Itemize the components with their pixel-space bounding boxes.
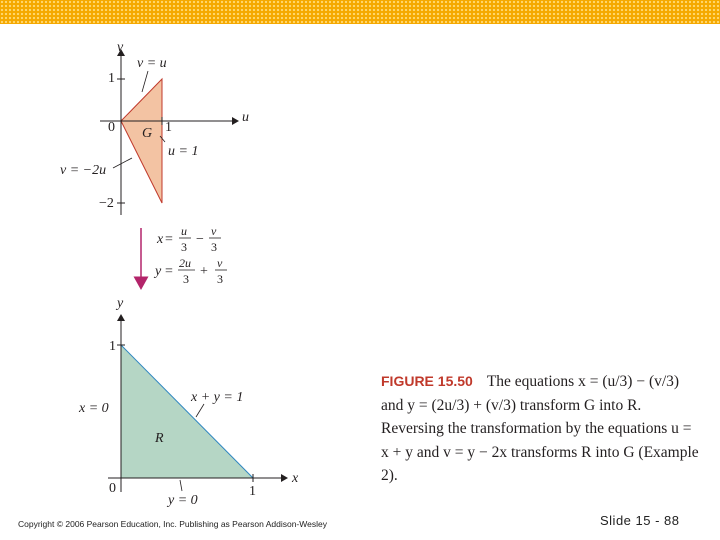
uv-plane [60,40,249,215]
figure-caption [381,370,701,488]
v-numerator: v [211,224,217,238]
leader-v-eq-neg2u [113,158,132,168]
u-denominator: 3 [181,240,187,254]
leader-y-eq-0 [180,480,182,491]
v-denominator-2: 3 [217,272,223,286]
2u-denominator: 3 [183,272,189,286]
line-y-eq-0-label: y = 0 [168,493,198,508]
region-G [121,79,162,203]
x-axis-label: x [292,471,299,486]
line-u-eq-1-label: u = 1 [168,144,199,159]
origin-label: 0 [108,120,115,135]
region-R-label: R [155,431,164,446]
y-equals: = [165,264,173,279]
line-x-eq-0-label: x = 0 [79,401,109,416]
y-plus: + [200,264,208,279]
transform-equations [153,224,227,286]
tick-vneg2-label: −2 [99,196,114,211]
line-x-plus-y-eq-1-label: x + y = 1 [191,390,244,405]
v-numerator-2: v [217,256,223,270]
y-axis-label: y [117,296,124,311]
caption-text: The equations x = (u/3) − (v/3) and y = (2u/3) + (v/3) transform G into R. Reversing the transformation by the equations u = x + y and v = y − 2x transforms R into G (Example 2). [381,373,699,484]
tick-x1-label: 1 [249,484,256,499]
slide-number: Slide 15 - 88 [600,513,680,528]
2u-numerator: 2u [179,256,191,270]
line-v-eq-u-label: v = u [137,56,167,71]
v-axis-label: v [117,40,124,55]
copyright-notice: Copyright © 2006 Pearson Education, Inc. Publishing as Pearson Addison-Wesley [18,519,327,529]
figure-number: FIGURE 15.50 [381,373,473,389]
tick-y1-label: 1 [109,339,116,354]
x-equals: = [165,232,173,247]
line-v-eq-neg2u-label: v = −2u [60,163,107,178]
region-G-label: G [142,126,153,141]
tick-u1-label: 1 [165,120,172,135]
y-lhs: y [155,264,162,279]
u-axis-label: u [242,110,249,125]
xy-plane [78,296,299,508]
x-lhs: x [157,232,164,247]
tick-v1-label: 1 [108,71,115,86]
origin-label-bottom: 0 [109,481,116,496]
u-numerator: u [181,224,187,238]
leader-x-plus-y [196,404,204,417]
leader-v-eq-u [142,71,148,92]
x-minus: − [196,232,204,247]
v-denominator: 3 [211,240,217,254]
